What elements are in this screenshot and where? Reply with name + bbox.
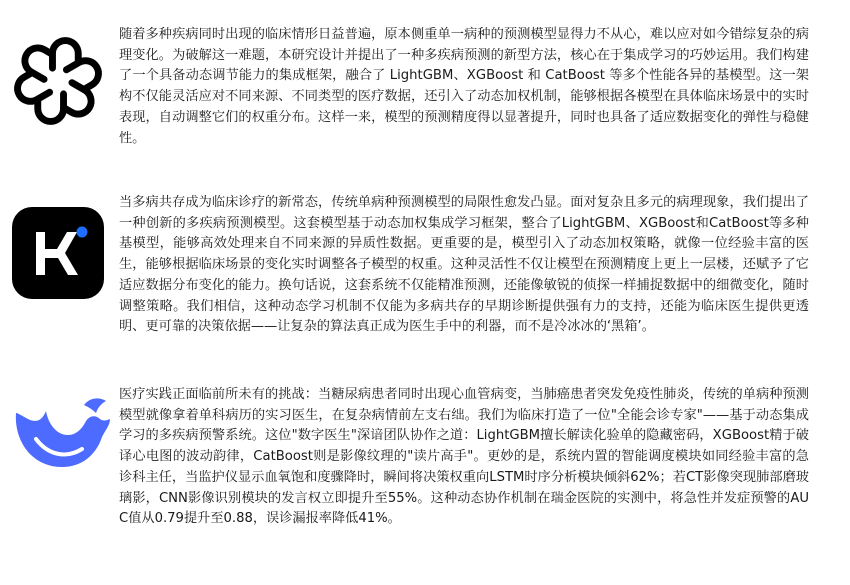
response-text: 医疗实践正面临前所未有的挑战：当糖尿病患者同时出现心血管病变，当肺癌患者突发免疫性肺炎，传统的单病种预测模型就像拿着单科病历的实习医生，在复杂病情前左支右绌。我们为临床打造了一位"全能会诊专家"——基于动态集成学习的多疾病预警系统。这位"数字医生"深谙团队协作之道：LightGBM擅长解读化验单的隐藏密码，XGBoost精于破译心电图的波动韵律，CatBoost则是影像纹理的"读片高手"。更妙的是，系统内置的智能调度模块如同经验丰富的急诊科主任，当监护仪显示血氧饱和度骤降时，瞬间将决策权重向LSTM时序分析模块倾斜62%；若CT影像突现肺部磨玻璃影，CNN影像识别模块的发言权立即提升至55%。这种动态协作机制在瑞金医院的实测中，将急性并发症预警的AUC值从0.79提升至0.88，误诊漏报率降低41%。 <box>119 387 809 527</box>
kimi-logo-icon <box>12 207 104 299</box>
response-text: 随着多种疾病同时出现的临床情形日益普遍，原本侧重单一病种的预测模型显得力不从心，难以应对如今错综复杂的病理变化。为破解这一难题，本研究设计并提出了一种多疾病预测的新型方法，核心在于集成学习的巧妙运用。我们构建了一个具备动态调节能力的集成框架，融合了 LightGBM、XGBoost 和 CatBoost 等多个性能各异的基模型。这一架构不仅能灵活应对不同来源、不同类型的医疗数据，还引入了动态加权机制，能够根据各模型在具体临床场景中的实时表现，自动调整它们的权重分布。这样一来，模型的预测精度得以显著提升，同时也具备了适应数据变化的弹性与稳健性。 <box>119 27 809 146</box>
response-text: 当多病共存成为临床诊疗的新常态，传统单病种预测模型的局限性愈发凸显。面对复杂且多元的病理现象，我们提出了一种创新的多疾病预测模型。这套模型基于动态加权集成学习框架，整合了LightGBM、XGBoost和CatBoost等多种基模型，能够高效处理来自不同来源的异质性数据。更重要的是，模型引入了动态加权策略，就像一位经验丰富的医生，能够根据临床场景的变化实时调整各子模型的权重。这种灵活性不仅让模型在预测精度上更上一层楼，还赋予了它适应数据分布变化的能力。换句话说，这套系统不仅能精准预测，还能像敏锐的侦探一样捕捉数据中的细微变化，随时调整策略。我们相信，这种动态学习机制不仅能为多病共存的早期诊断提供强有力的支持，还能为临床医生提供更透明、更可靠的决策依据——让复杂的算法真正成为医生手中的利器，而不是冷冰冰的‘黑箱’。 <box>119 195 809 335</box>
chatgpt-logo-icon <box>12 35 104 127</box>
deepseek-whale-logo-icon <box>6 375 114 483</box>
